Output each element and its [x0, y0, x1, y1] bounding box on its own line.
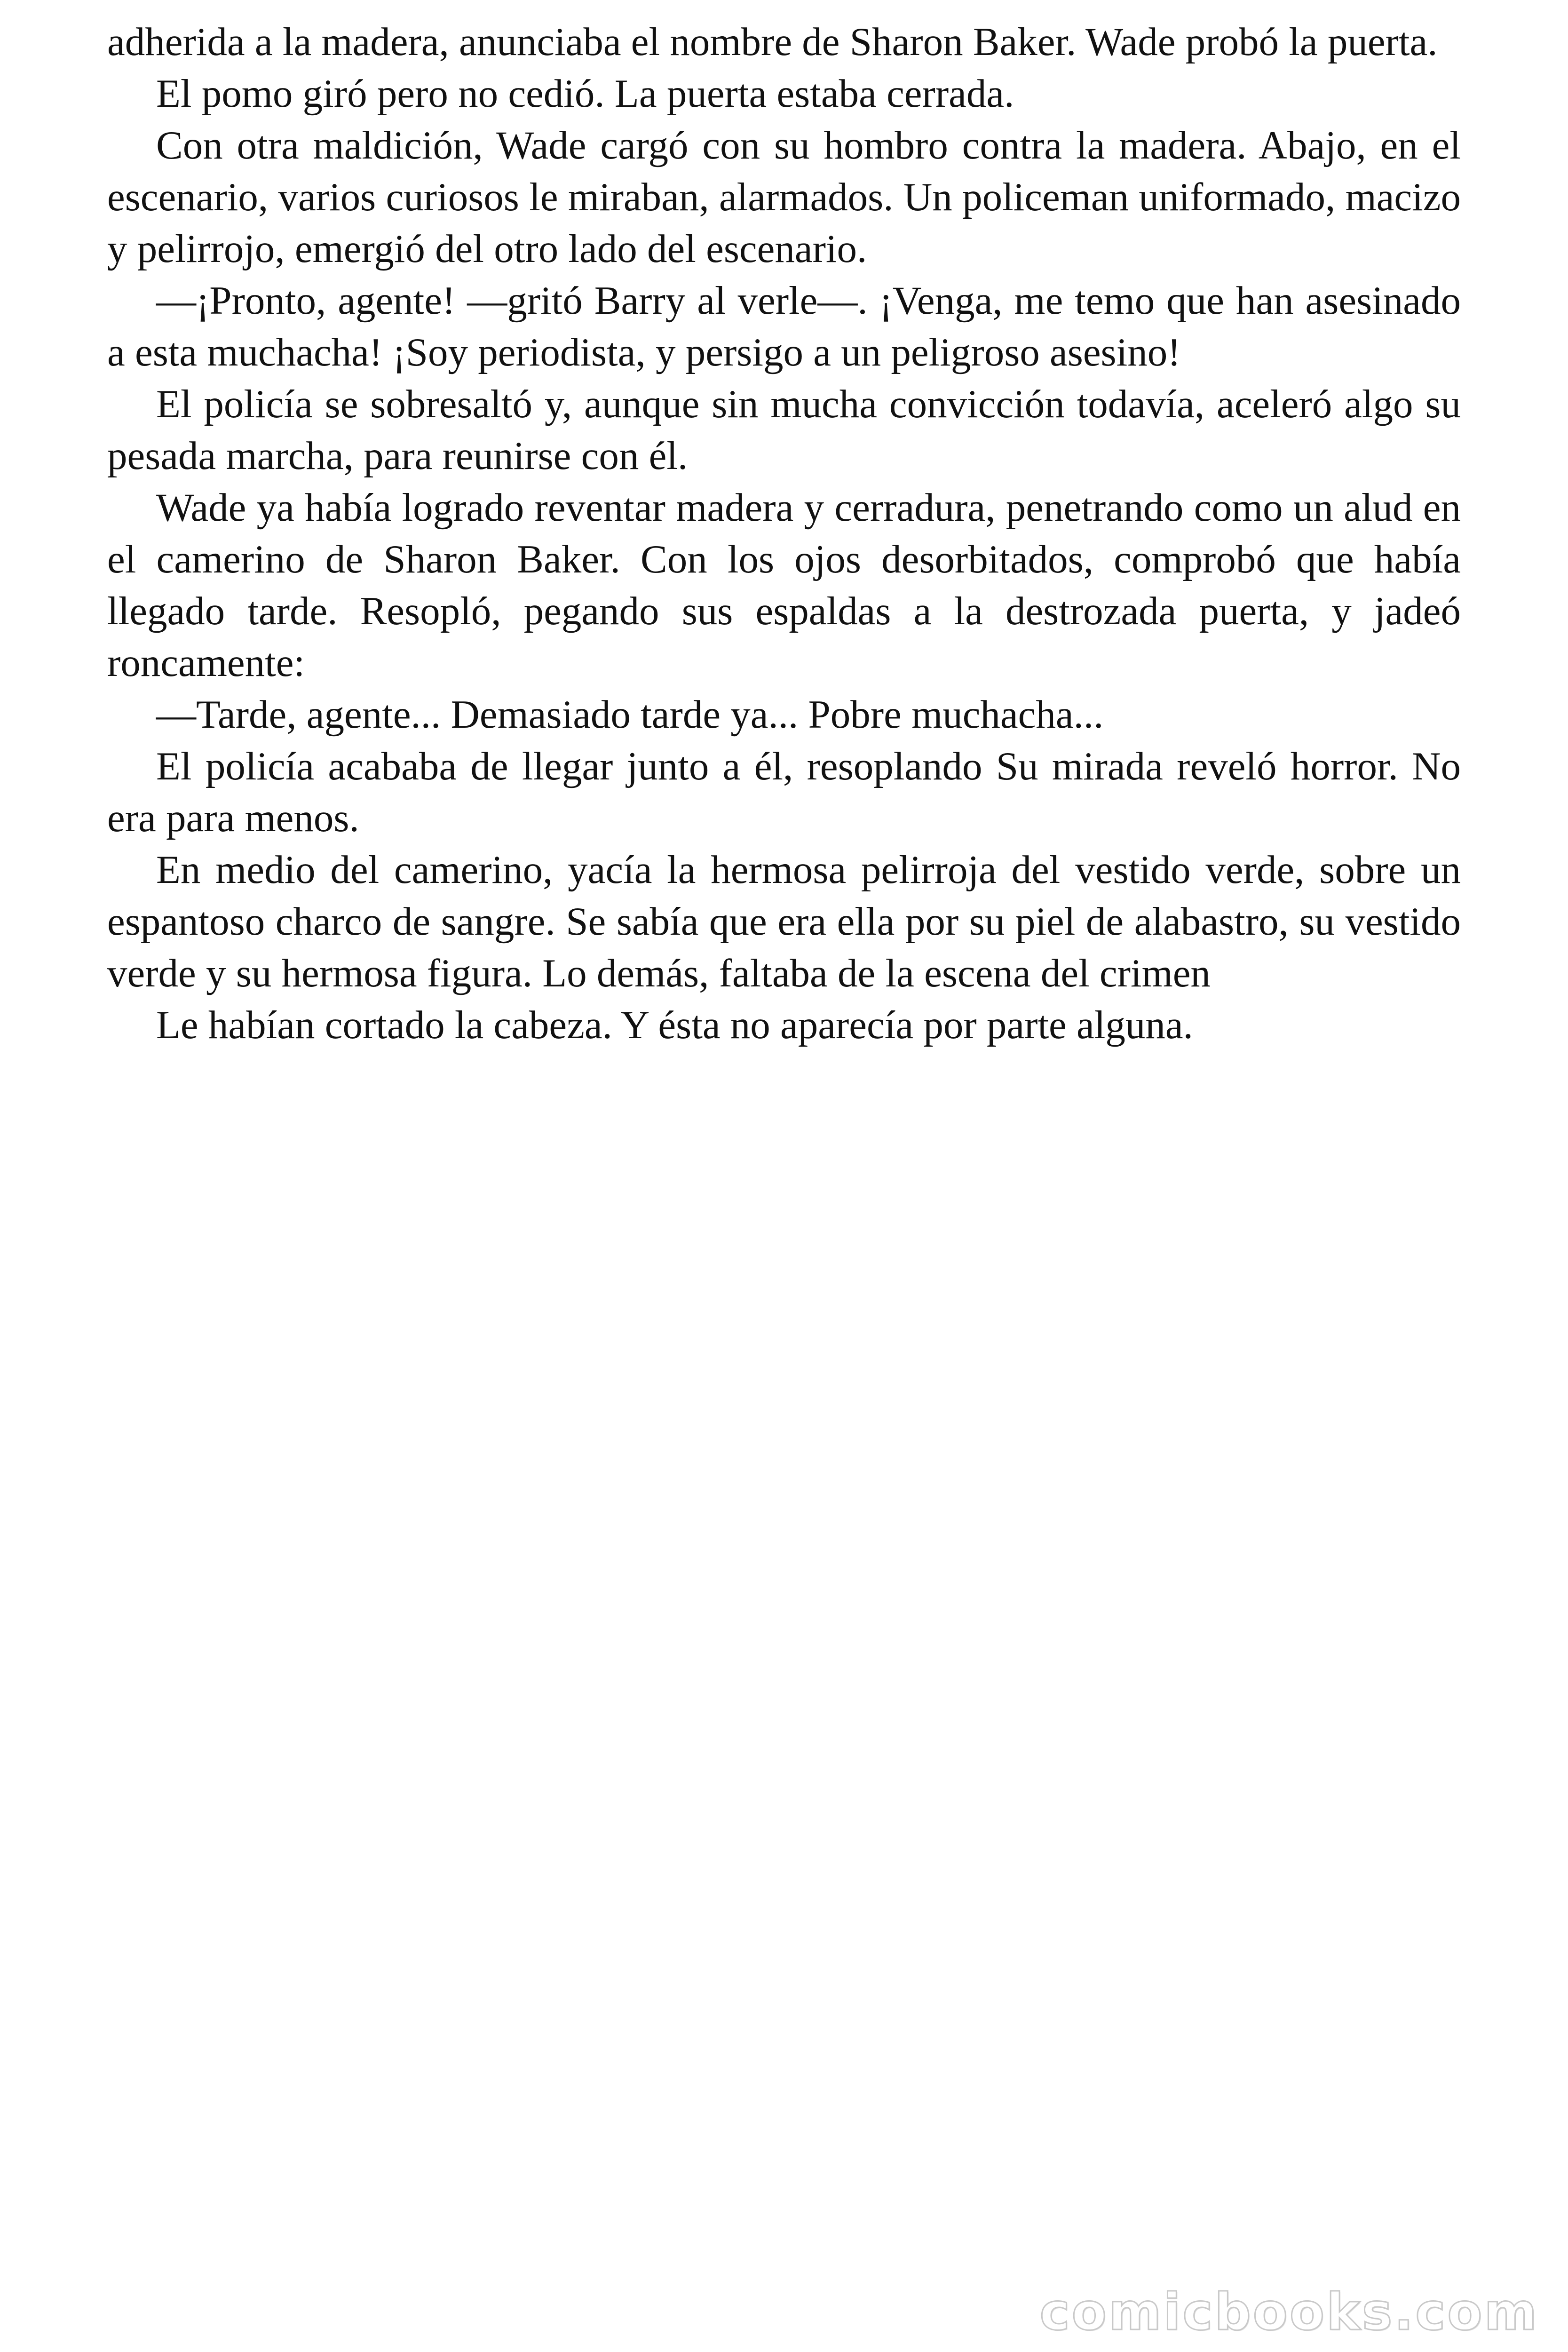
paragraph: Con otra maldición, Wade cargó con su hombro contra la madera. Abajo, en el escenario, varios curiosos le miraban, alarmados. Un policeman uniformado, macizo y pelirrojo, emergió del otro lado del escenario.	[107, 123, 1461, 271]
paragraph-continuation: adherida a la madera, anunciaba el nombre de Sharon Baker. Wade probó la puerta.	[107, 20, 1438, 64]
watermark-logo: comicbooks.com	[1039, 2283, 1539, 2342]
paragraph-dialogue: —¡Pronto, agente! —gritó Barry al verle—. ¡Venga, me temo que han asesinado a esta muchacha! ¡Soy periodista, y persigo a un peligroso asesino!	[107, 278, 1461, 374]
paragraph: En medio del camerino, yacía la hermosa pelirroja del vestido verde, sobre un espantoso charco de sangre. Se sabía que era ella por su piel de alabastro, su vestido verde y su hermosa figura. Lo demás, faltaba de la escena del crimen	[107, 848, 1461, 995]
paragraph: El pomo giró pero no cedió. La puerta estaba cerrada.	[156, 72, 1014, 116]
paragraph: Le habían cortado la cabeza. Y ésta no aparecía por parte alguna.	[156, 1003, 1193, 1047]
paragraph: El policía se sobresaltó y, aunque sin mucha convicción todavía, aceleró algo su pesada marcha, para reunirse con él.	[107, 382, 1461, 478]
paragraph: El policía acababa de llegar junto a él, resoplando Su mirada reveló horror. No era para menos.	[107, 744, 1461, 840]
body-text	[107, 16, 1461, 1051]
paragraph: Wade ya había logrado reventar madera y cerradura, penetrando como un alud en el camerino de Sharon Baker. Con los ojos desorbitados, comprobó que había llegado tarde. Resopló, pegando sus espaldas a la destrozada puerta, y jadeó roncamente:	[107, 485, 1461, 685]
paragraph-dialogue: —Tarde, agente... Demasiado tarde ya... Pobre muchacha...	[156, 692, 1104, 737]
